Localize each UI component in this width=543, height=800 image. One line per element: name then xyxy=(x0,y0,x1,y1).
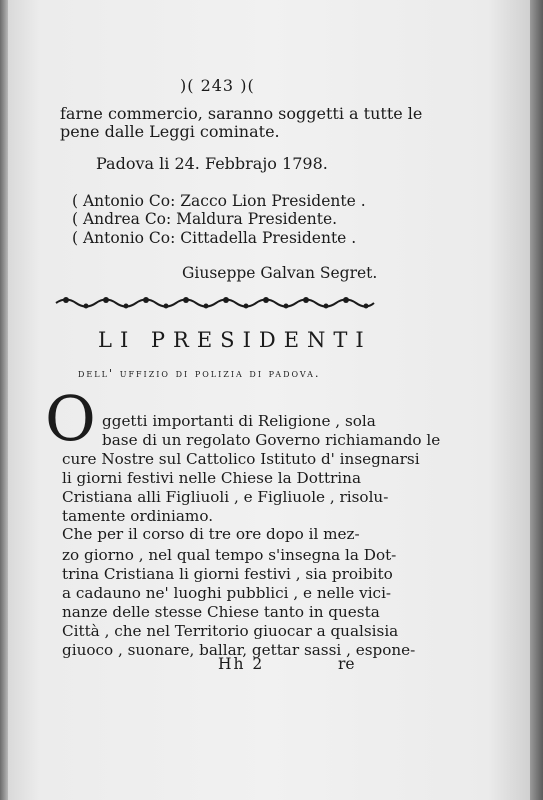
body-line: tamente ordiniamo. xyxy=(62,507,214,525)
body-line: nanze delle stesse Chiese tanto in questa xyxy=(62,603,380,621)
book-gutter xyxy=(0,0,8,800)
signatory-line: ( Antonio Co: Zacco Lion Presidente . xyxy=(72,192,366,210)
body-line: trina Cristiana li giorni festivi , sia proibito xyxy=(62,565,393,583)
continuation-line: farne commercio, saranno soggetti a tutte le xyxy=(60,104,423,123)
secretary-line: Giuseppe Galvan Segret. xyxy=(182,264,378,282)
catchword: re xyxy=(338,655,355,673)
body-line: cure Nostre sul Cattolico Istituto d' insegnarsi xyxy=(62,450,420,468)
page-number: )( 243 )( xyxy=(180,76,255,95)
floral-ornament-divider xyxy=(54,294,376,312)
drop-cap: O xyxy=(45,382,96,455)
body-line: giuoco , suonare, ballar, gettar sassi , espone- xyxy=(62,641,416,659)
body-line: a cadauno ne' luoghi pubblici , e nelle vici- xyxy=(62,584,392,602)
book-fore-edge xyxy=(530,0,543,800)
body-line: Che per il corso di tre ore dopo il mez- xyxy=(62,525,360,543)
signatory-line: ( Antonio Co: Cittadella Presidente . xyxy=(72,229,357,247)
body-line: Città , che nel Territorio giuocar a qualsisia xyxy=(62,622,399,640)
body-line: base di un regolato Governo richiamando le xyxy=(102,431,441,449)
proclamation-subheading: dell' uffizio di polizia di padova. xyxy=(78,366,321,380)
body-line: ggetti importanti di Religione , sola xyxy=(102,412,376,430)
date-line: Padova li 24. Febbrajo 1798. xyxy=(96,154,328,173)
body-line: zo giorno , nel qual tempo s'insegna la Dot- xyxy=(62,546,397,564)
proclamation-heading: LI PRESIDENTI xyxy=(98,328,372,352)
signatory-line: ( Andrea Co: Maldura Presidente. xyxy=(72,210,338,228)
continuation-line: pene dalle Leggi cominate. xyxy=(60,122,280,141)
book-page xyxy=(8,0,530,800)
signature-mark: Hh 2 xyxy=(218,655,265,673)
body-line: li giorni festivi nelle Chiese la Dottrina xyxy=(62,469,361,487)
body-line: Cristiana alli Figliuoli , e Figliuole , risolu- xyxy=(62,488,389,506)
